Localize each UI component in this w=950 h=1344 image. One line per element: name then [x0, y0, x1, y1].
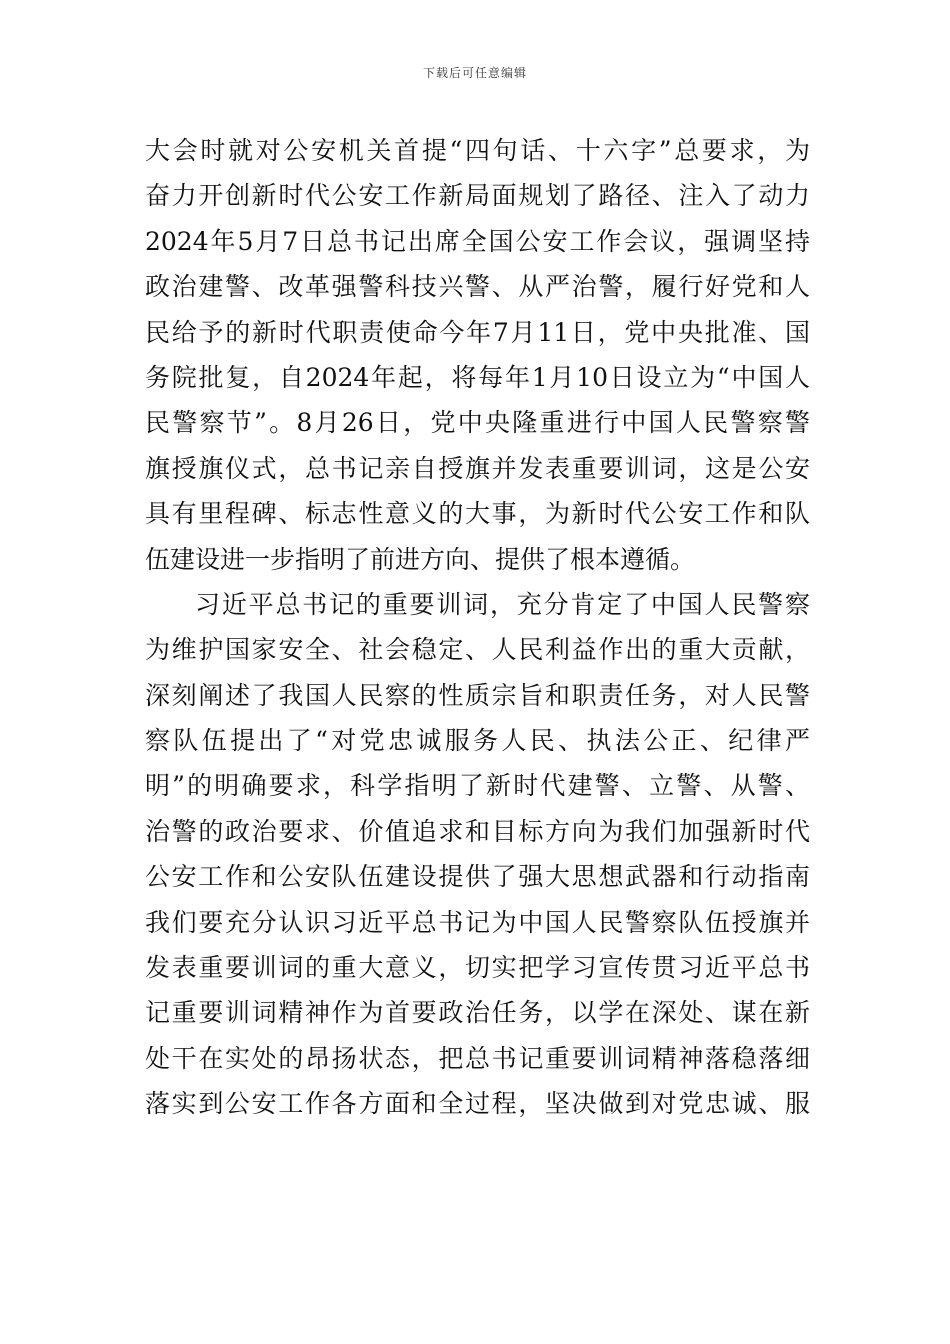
text-line: 民给予的新时代职责使命今年7月11日，党中央批准、国	[145, 317, 810, 347]
text-line: 2024年5月7日总书记出席全国公安工作会议，强调坚持	[145, 226, 810, 256]
text-line: 伍建设进一步指明了前进方向、提供了根本遵循。	[145, 544, 696, 574]
text-line: 深刻阐述了我国人民察的性质宗旨和职责任务，对人民警	[145, 680, 810, 710]
page-header: 下载后可任意编辑	[422, 66, 527, 80]
text-line: 大会时就对公安机关首提“四句话、十六字”总要求，为	[145, 136, 810, 165]
text-line: 我们要充分认识习近平总书记为中国人民警察队伍授旗并	[145, 907, 810, 937]
text-line: 具有里程碑、标志性意义的大事，为新时代公安工作和队	[145, 499, 810, 529]
text-line: 记重要训词精神作为首要政治任务，以学在深处、谋在新	[145, 998, 810, 1028]
text-line: 民警察节”。8月26日，党中央隆重进行中国人民警察警	[145, 408, 810, 438]
text-line: 务院批复，自2024年起，将每年1月10日设立为“中国人	[145, 362, 810, 392]
text-line: 政治建警、改革强警科技兴警、从严治警，履行好党和人	[145, 272, 810, 302]
text-line: 察队伍提出了“对党忠诚服务人民、执法公正、纪律严	[145, 726, 810, 756]
text-line: 奋力开创新时代公安工作新局面规划了路径、注入了动力	[145, 181, 810, 211]
text-line: 治警的政治要求、价值追求和目标方向为我们加强新时代	[145, 816, 810, 846]
text-line: 公安工作和公安队伍建设提供了强大思想武器和行动指南	[145, 862, 810, 892]
text-line: 为维护国家安全、社会稳定、人民利益作出的重大贡献，	[145, 635, 810, 665]
text-line: 明”的明确要求，科学指明了新时代建警、立警、从警、	[145, 771, 810, 801]
text-line: 发表重要训词的重大意义，切实把学习宣传贯习近平总书	[145, 953, 810, 983]
paragraph-start-line: 习近平总书记的重要训词，充分肯定了中国人民警察	[195, 589, 810, 619]
text-line: 落实到公安工作各方面和全过程，坚决做到对党忠诚、服	[145, 1089, 810, 1119]
text-line: 处干在实处的昂扬状态，把总书记重要训词精神落稳落细	[145, 1043, 810, 1073]
text-line: 旗授旗仪式，总书记亲自授旗并发表重要训词，这是公安	[145, 453, 810, 483]
document-body	[145, 128, 810, 1127]
